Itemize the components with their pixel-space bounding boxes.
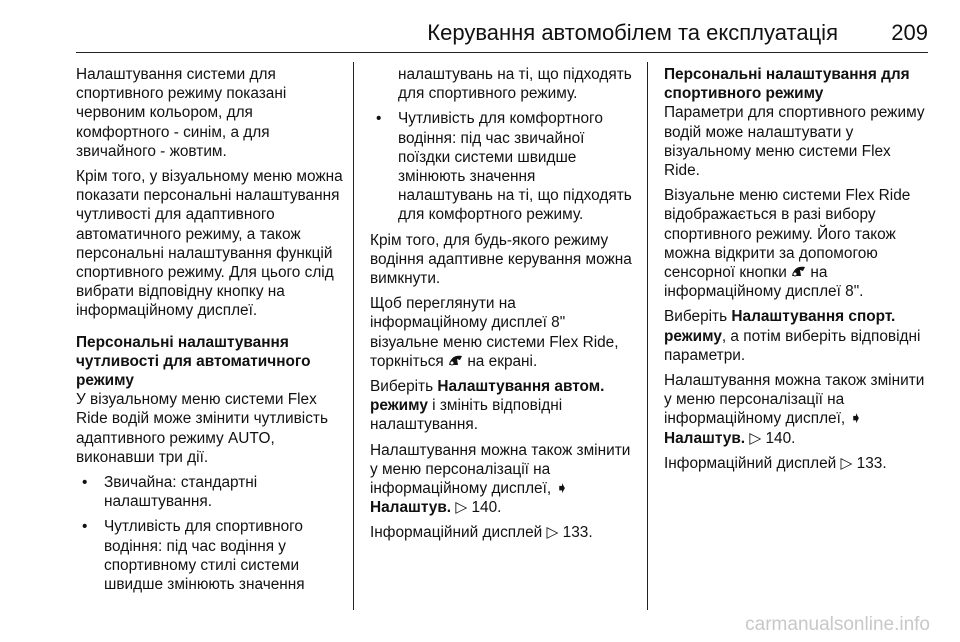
bullet-list (76, 473, 346, 594)
menu-reference: Налаштув. (664, 429, 746, 447)
bullet-list-continued (370, 65, 632, 103)
page-reference-icon: ▷ (455, 499, 468, 517)
page-reference: 133. (856, 454, 887, 472)
flexride-touch-icon (448, 352, 463, 371)
list-item: • Чутливість для спортивного водіння: під час водіння у спортивному стилі системи швидше змінюють значення (76, 517, 346, 594)
column-2 (370, 65, 632, 549)
menu-reference: Налаштув. (370, 499, 452, 517)
column-divider-1 (353, 62, 354, 610)
menu-reference: Налаштування спорт. режиму (664, 308, 896, 345)
paragraph: У візуальному меню системи Flex Ride водій може змінити чутливість адаптивного режиму AUTO, виконавши три дії. (76, 391, 328, 466)
section-heading: Персональні налаштування чутливості для автоматичного режиму (76, 333, 311, 390)
paragraph: Інформаційний дисплей ▷ 133. (370, 524, 593, 542)
list-item: • Звичайна: стандартні налаштування. (76, 473, 346, 511)
paragraph: Налаштування можна також змінити у меню персоналізації на інформаційному дисплеї, ➧ Налаштув. ▷ 140. (370, 441, 631, 517)
paragraph: Щоб переглянути на інформаційному дисплеї 8" візуальне меню системи Flex Ride, торкніться на екрані. (370, 295, 619, 370)
column-divider-2 (647, 62, 648, 610)
watermark: carmanualsonline.info (745, 614, 930, 635)
paragraph: Крім того, для будь-якого режиму водіння адаптивне керування можна вимкнути. (370, 231, 632, 288)
section-heading: Персональні налаштування для спортивного режиму (664, 66, 910, 103)
chapter-title: Керування автомобілем та експлуатація (427, 20, 838, 45)
paragraph: Виберіть Налаштування спорт. режиму, а потім виберіть відповідні параметри. (664, 308, 921, 364)
paragraph: Візуальне меню системи Flex Ride відображається в разі вибору спортивного режиму. Його також можна відкрити за допомогою сенсорної кнопки на інформаційному дисплеї 8". (664, 187, 911, 301)
paragraph: Налаштування системи для спортивного режиму показані червоним кольором, для комфортного - синім, а для звичайного - жовтим. (76, 66, 287, 160)
menu-arrow-icon: ➧ (555, 480, 569, 498)
bullet-list (370, 109, 632, 224)
header-rule (76, 52, 928, 53)
menu-arrow-icon: ➧ (849, 410, 863, 428)
page-reference: 140. (471, 499, 502, 517)
paragraph: Крім того, у візуальному меню можна показати персональні налаштування чутливості для адаптивного автоматичного режиму, а також персональні налаштування функцій спортивного режиму. Для цього слід вибрати відповідну кнопку на інформаційному дисплеї. (76, 168, 343, 320)
paragraph: Налаштування можна також змінити у меню персоналізації на інформаційному дисплеї, ➧ Налаштув. ▷ 140. (664, 372, 925, 447)
page-reference-icon: ▷ (749, 429, 762, 447)
page-number: 209 (891, 20, 928, 45)
list-item: • Чутливість для комфортного водіння: під час звичайної поїздки системи швидше змінюють значення налаштувань на ті, що підходять для комфортного режиму. (370, 109, 632, 224)
paragraph: Параметри для спортивного режиму водій може налаштувати у візуальному меню системи Flex Ride. (664, 104, 925, 180)
page-reference: 140. (765, 429, 796, 447)
page-reference-icon: ▷ (546, 524, 559, 542)
column-3 (664, 65, 930, 479)
paragraph: Інформаційний дисплей ▷ 133. (664, 454, 887, 472)
page-header (0, 0, 960, 56)
column-1 (76, 65, 346, 600)
menu-reference: Налаштування автом. режиму (370, 378, 605, 415)
page-reference-icon: ▷ (840, 454, 853, 472)
page-reference: 133. (562, 524, 593, 542)
flexride-touch-icon (791, 263, 806, 282)
paragraph: Виберіть Налаштування автом. режиму і змініть відповідні налаштування. (370, 378, 605, 434)
list-item: налаштувань на ті, що підходять для спортивного режиму. (398, 66, 632, 103)
